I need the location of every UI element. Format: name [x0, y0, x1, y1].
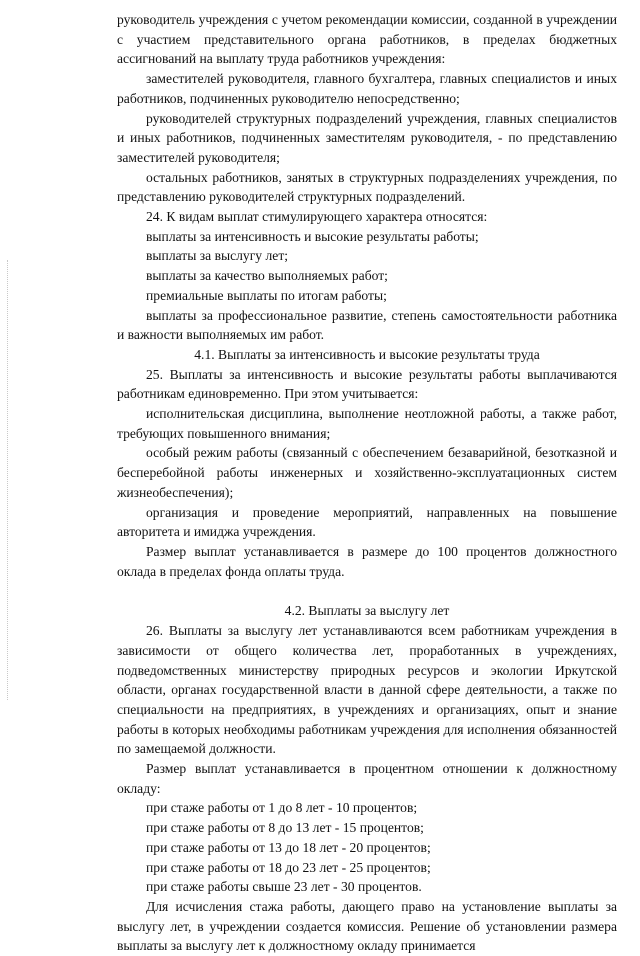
- list-item-seniority-8-13: при стаже работы от 8 до 13 лет - 15 процентов;: [146, 820, 424, 836]
- paragraph-intro: руководитель учреждения с учетом рекомендации комиссии, созданной в учреждении с участием представительного органа работников, в пределах бюджетных ассигнований на выплату труда работников учреждения:: [117, 12, 617, 67]
- list-item-discipline: исполнительская дисциплина, выполнение неотложной работы, а также работ, требующих повышенного внимания;: [117, 406, 617, 441]
- list-item-seniority: выплаты за выслугу лет;: [146, 248, 289, 264]
- list-item-deputies: заместителей руководителя, главного бухгалтера, главных специалистов и иных работников, подчиненных руководителю непосредственно;: [117, 71, 617, 106]
- section-heading-4-2: 4.2. Выплаты за выслугу лет: [284, 603, 450, 619]
- list-item-seniority-1-8: при стаже работы от 1 до 8 лет - 10 процентов;: [146, 800, 418, 816]
- paragraph-26: 26. Выплаты за выслугу лет устанавливаются всем работникам учреждения в зависимости от общего количества лет, проработанных в учреждениях, подведомственных министерству природных ресурсов и экологии Иркутской области, органах государственной власти в данной сфере деятельности, а также по специальности на предприятиях, в учреждениях и организациях, опыт и знание работы в которых необходимы работникам учреждения для исполнения обязанностей по замещаемой должности.: [117, 623, 617, 757]
- list-item-others: остальных работников, занятых в структурных подразделениях учреждения, по представлению руководителей структурных подразделений.: [117, 169, 617, 205]
- paragraph-commission: Для исчисления стажа работы, дающего право на установление выплаты за выслугу лет, в учреждении создается комиссия. Решение об установлении размера выплаты за выслугу лет к должностному окладу принимается: [117, 898, 617, 954]
- list-item-bonus: премиальные выплаты по итогам работы;: [146, 287, 387, 303]
- list-item-development: выплаты за профессиональное развитие, степень самостоятельности работника и важности выполняемых им работ.: [117, 307, 617, 343]
- list-item-events: организация и проведение мероприятий, направленных на повышение авторитета и имиджа учреждения.: [117, 504, 617, 540]
- list-item-seniority-13-18: при стаже работы от 13 до 18 лет - 20 процентов;: [146, 839, 431, 855]
- paragraph-amount-seniority: Размер выплат устанавливается в процентном отношении к должностному окладу:: [117, 761, 617, 796]
- list-item-seniority-over-23: при стаже работы свыше 23 лет - 30 процентов.: [146, 879, 422, 895]
- list-item-heads: руководителей структурных подразделений учреждения, главных специалистов и иных работников, подчиненных заместителям руководителя, - по представлению заместителей руководителя;: [117, 110, 617, 165]
- paragraph-amount-intensity: Размер выплат устанавливается в размере до 100 процентов должностного оклада в пределах фонда оплаты труда.: [117, 543, 617, 579]
- paragraph-24: 24. К видам выплат стимулирующего характера относятся:: [146, 209, 488, 225]
- list-item-seniority-18-23: при стаже работы от 18 до 23 лет - 25 процентов;: [146, 859, 431, 875]
- paragraph-25: 25. Выплаты за интенсивность и высокие результаты работы выплачиваются работникам единовременно. При этом учитывается:: [117, 366, 617, 402]
- list-item-quality: выплаты за качество выполняемых работ;: [146, 268, 388, 284]
- scan-margin-marks: [7, 260, 12, 700]
- document-page: [117, 10, 617, 956]
- section-heading-4-1: 4.1. Выплаты за интенсивность и высокие результаты труда: [194, 346, 540, 362]
- list-item-intensity: выплаты за интенсивность и высокие результаты работы;: [146, 228, 479, 244]
- list-item-special-mode: особый режим работы (связанный с обеспечением безаварийной, безотказной и бесперебойной работы инженерных и хозяйственно-эксплуатационных систем жизнеобеспечения);: [117, 445, 617, 500]
- spacer: [117, 581, 617, 601]
